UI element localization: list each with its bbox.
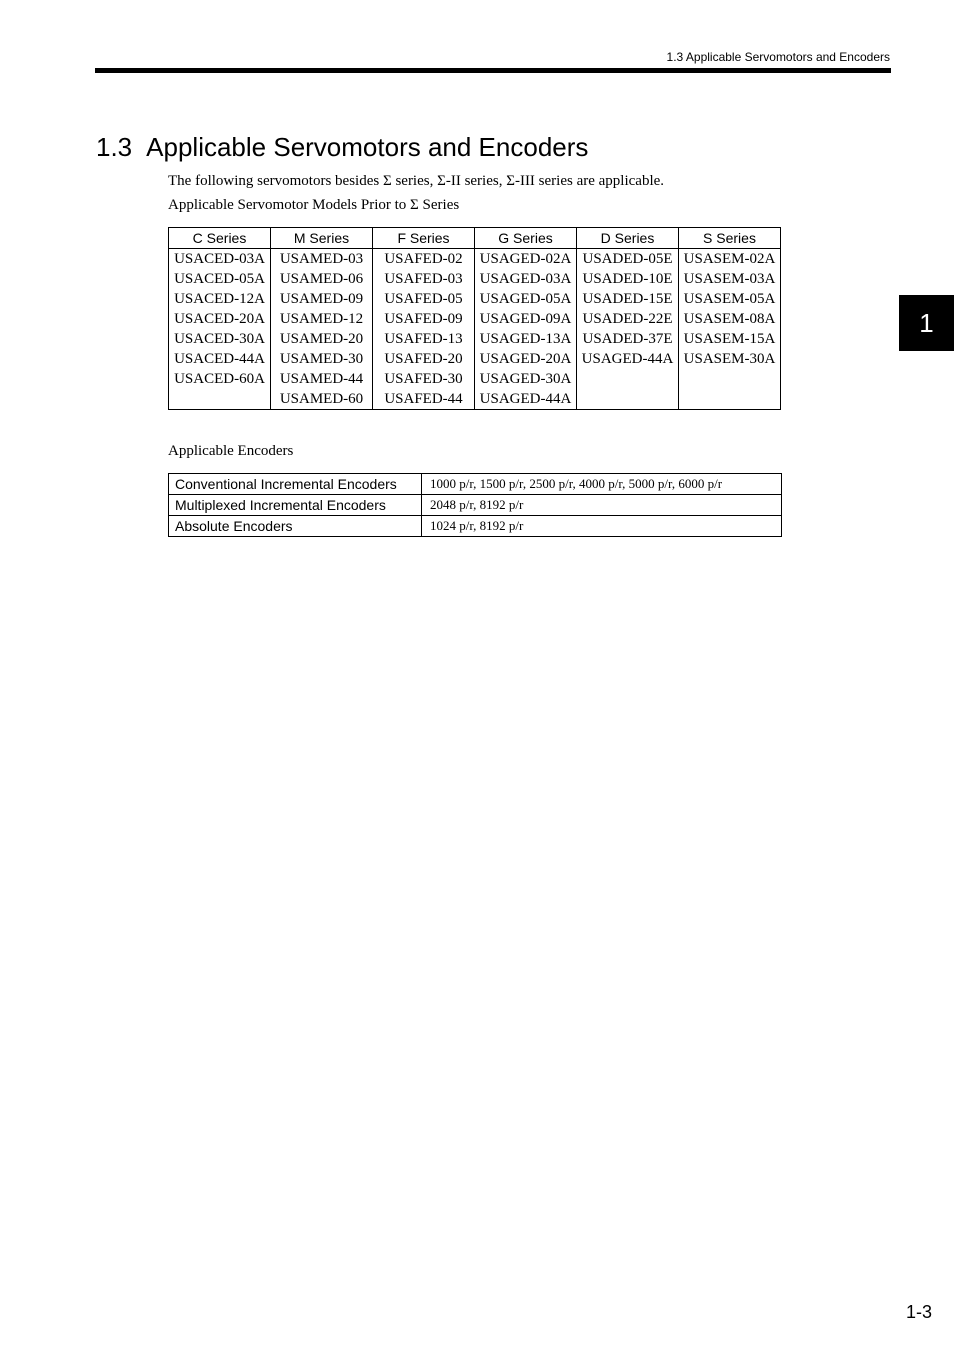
encoder-type: Absolute Encoders	[169, 516, 422, 537]
table-cell	[679, 369, 781, 389]
encoders-caption: Applicable Encoders	[168, 443, 294, 459]
table-cell	[169, 389, 271, 410]
table-row	[169, 329, 781, 349]
table-cell: USAFED-05	[373, 289, 475, 309]
table-cell: USAFED-03	[373, 269, 475, 289]
table-cell: USAGED-03A	[475, 269, 577, 289]
table-cell: USAGED-09A	[475, 309, 577, 329]
header-g-series: G Series	[475, 228, 577, 249]
table-cell: USAFED-02	[373, 249, 475, 270]
table-cell: USAMED-30	[271, 349, 373, 369]
table-cell: USAGED-44A	[475, 389, 577, 410]
header-rule	[95, 68, 891, 73]
table-cell: USADED-37E	[577, 329, 679, 349]
encoders-table	[168, 473, 782, 537]
encoder-resolution: 2048 p/r, 8192 p/r	[422, 495, 782, 516]
table-cell: USASEM-05A	[679, 289, 781, 309]
table-cell: USAFED-44	[373, 389, 475, 410]
table-cell: USAGED-02A	[475, 249, 577, 270]
table-cell: USACED-44A	[169, 349, 271, 369]
section-title	[96, 132, 588, 163]
table-row	[169, 249, 781, 270]
header-s-series: S Series	[679, 228, 781, 249]
table-row	[169, 389, 781, 410]
running-header: 1.3 Applicable Servomotors and Encoders	[666, 50, 890, 64]
table-cell: USASEM-02A	[679, 249, 781, 270]
table-cell: USAGED-44A	[577, 349, 679, 369]
section-number: 1.3	[96, 132, 133, 162]
header-f-series: F Series	[373, 228, 475, 249]
table-cell: USACED-03A	[169, 249, 271, 270]
table-cell: USACED-20A	[169, 309, 271, 329]
table-cell: USAMED-09	[271, 289, 373, 309]
encoder-type: Conventional Incremental Encoders	[169, 474, 422, 495]
table-cell: USAFED-20	[373, 349, 475, 369]
table-cell: USASEM-08A	[679, 309, 781, 329]
table-row	[169, 369, 781, 389]
table-row	[169, 474, 782, 495]
models-caption: Applicable Servomotor Models Prior to Σ Series	[168, 197, 460, 213]
table-cell: USACED-30A	[169, 329, 271, 349]
table-cell: USADED-05E	[577, 249, 679, 270]
table-cell: USAMED-20	[271, 329, 373, 349]
table-cell: USAMED-12	[271, 309, 373, 329]
encoder-resolution: 1000 p/r, 1500 p/r, 2500 p/r, 4000 p/r, 5000 p/r, 6000 p/r	[422, 474, 782, 495]
table-cell: USAGED-05A	[475, 289, 577, 309]
chapter-tab	[899, 295, 954, 351]
table-cell: USASEM-15A	[679, 329, 781, 349]
header-m-series: M Series	[271, 228, 373, 249]
table-cell	[577, 369, 679, 389]
table-row	[169, 349, 781, 369]
table-row	[169, 289, 781, 309]
table-cell: USASEM-30A	[679, 349, 781, 369]
chapter-number: 1	[919, 307, 934, 338]
encoder-type: Multiplexed Incremental Encoders	[169, 495, 422, 516]
table-row	[169, 309, 781, 329]
table-cell: USAMED-03	[271, 249, 373, 270]
table-cell: USACED-05A	[169, 269, 271, 289]
header-d-series: D Series	[577, 228, 679, 249]
table-cell: USACED-60A	[169, 369, 271, 389]
encoder-resolution: 1024 p/r, 8192 p/r	[422, 516, 782, 537]
table-cell: USADED-15E	[577, 289, 679, 309]
table-cell: USAFED-09	[373, 309, 475, 329]
intro-text: The following servomotors besides Σ series, Σ-II series, Σ-III series are applicable.	[168, 173, 665, 189]
table-cell: USADED-10E	[577, 269, 679, 289]
table-cell: USAMED-60	[271, 389, 373, 410]
table-cell: USAGED-30A	[475, 369, 577, 389]
table-cell: USADED-22E	[577, 309, 679, 329]
table-cell: USAFED-30	[373, 369, 475, 389]
servomotor-models-table	[168, 227, 781, 410]
section-title-text: Applicable Servomotors and Encoders	[146, 132, 589, 162]
table-cell: USASEM-03A	[679, 269, 781, 289]
models-header-row	[169, 228, 781, 249]
table-cell: USAGED-13A	[475, 329, 577, 349]
table-row	[169, 269, 781, 289]
table-cell: USAGED-20A	[475, 349, 577, 369]
header-c-series: C Series	[169, 228, 271, 249]
table-row	[169, 495, 782, 516]
table-cell: USAFED-13	[373, 329, 475, 349]
page-number: 1-3	[905, 1302, 932, 1322]
table-cell: USAMED-06	[271, 269, 373, 289]
table-cell: USAMED-44	[271, 369, 373, 389]
table-cell	[679, 389, 781, 410]
table-cell: USACED-12A	[169, 289, 271, 309]
table-row	[169, 516, 782, 537]
table-cell	[577, 389, 679, 410]
